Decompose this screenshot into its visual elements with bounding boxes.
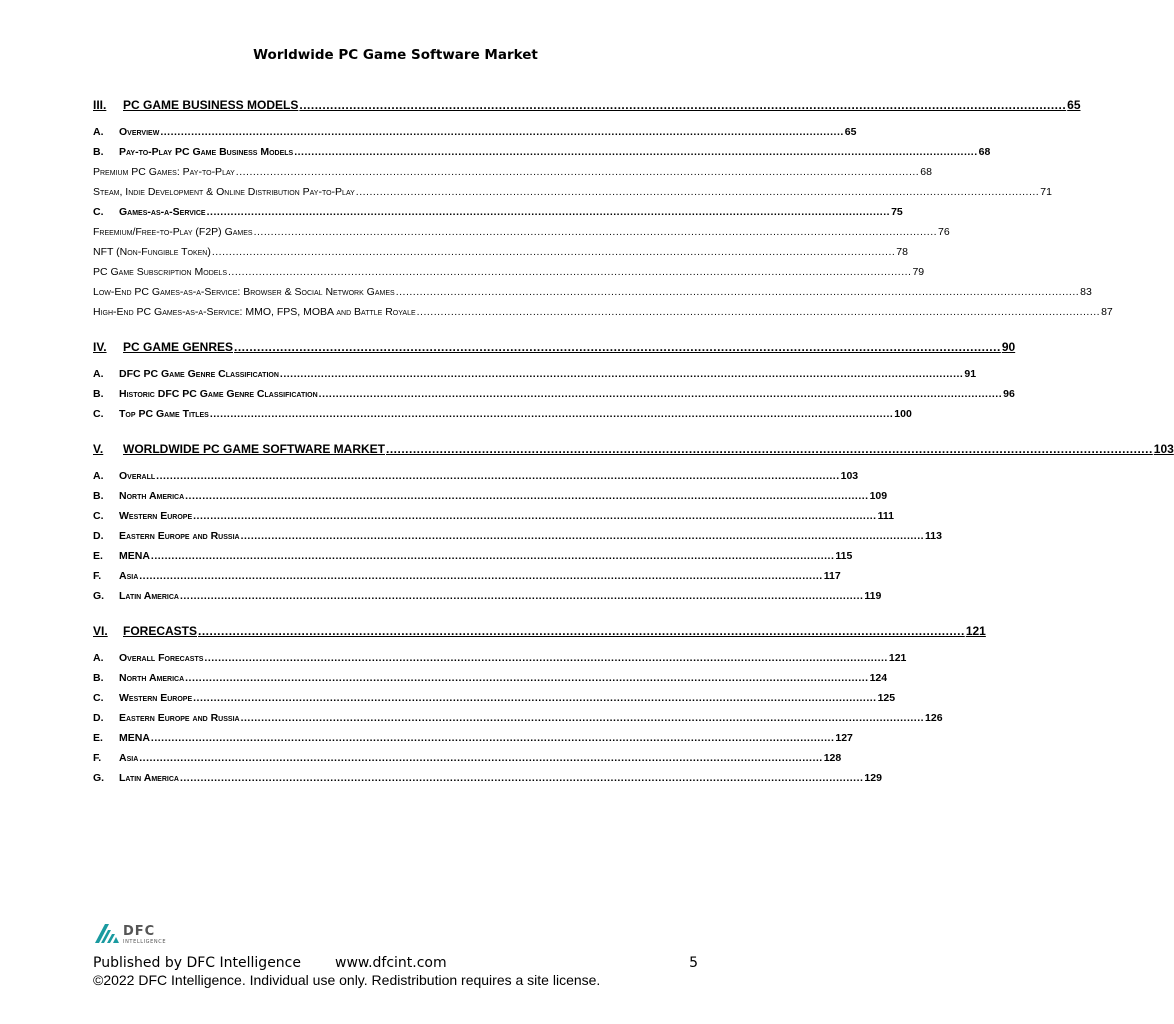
- toc-dot-leader: ........................................................................................................................................................................................................: [211, 246, 896, 258]
- toc-entry-page: 126: [925, 712, 943, 724]
- toc-entry-label-group: [93, 768, 179, 788]
- toc-entry-label-group: [93, 222, 253, 242]
- toc-entry-number: A.: [93, 652, 104, 664]
- toc-entry-label-group: [93, 122, 159, 142]
- toc-entry-label-group: [93, 364, 279, 384]
- toc-entry-page: 65: [844, 126, 857, 138]
- toc-entry-label-group: [93, 94, 298, 116]
- toc-subsection-entry[interactable]: [93, 748, 842, 768]
- toc-entry-page: 68: [978, 146, 991, 158]
- toc-dot-leader: ........................................................................................................................................................................................................: [294, 146, 978, 158]
- toc-entry-number: A.: [93, 368, 104, 380]
- toc-section-entry[interactable]: [93, 620, 986, 642]
- toc-entry-number: V.: [93, 442, 104, 456]
- toc-subsection-entry[interactable]: [93, 526, 942, 546]
- toc-entry-label-group: [93, 620, 197, 642]
- toc-entry-page: 119: [864, 590, 882, 602]
- toc-entry-title: North America: [119, 490, 185, 502]
- toc-dot-leader: ........................................................................................................................................................................................................: [279, 368, 964, 380]
- toc-entry-title: High-End PC Games-as-a-Service: MMO, FPS, MOBA and Battle Royale: [93, 306, 416, 318]
- toc-section-entry[interactable]: [93, 336, 1016, 358]
- toc-entry-label-group: [93, 546, 150, 566]
- toc-dot-leader: ........................................................................................................................................................................................................: [234, 340, 1001, 354]
- toc-entry-label-group: [93, 262, 227, 282]
- toc-entry-label-group: [93, 586, 179, 606]
- toc-dot-leader: ........................................................................................................................................................................................................: [204, 652, 888, 664]
- toc-entry-number: F.: [93, 752, 102, 764]
- toc-entry-label-group: [93, 566, 138, 586]
- toc-entry-page: 71: [1040, 186, 1052, 198]
- toc-dot-leader: ........................................................................................................................................................................................................: [235, 166, 920, 178]
- toc-entry-page: 125: [877, 692, 896, 704]
- toc-entry-number: C.: [93, 692, 104, 704]
- toc-entry-page: 129: [864, 772, 882, 784]
- toc-entry-title: MENA: [119, 732, 150, 744]
- footer-publisher: Published by DFC Intelligence: [93, 955, 301, 971]
- toc-entry-label-group: [93, 668, 184, 688]
- toc-dot-leader: ........................................................................................................................................................................................................: [160, 126, 844, 138]
- toc-entry-label-group: [93, 648, 203, 668]
- toc-entry-number: C.: [93, 206, 104, 218]
- toc-entry-label-group: [93, 688, 192, 708]
- toc-dot-leader: ........................................................................................................................................................................................................: [150, 732, 835, 744]
- toc-dot-leader: ........................................................................................................................................................................................................: [150, 550, 835, 562]
- toc-entry-title: Overview: [119, 126, 160, 138]
- toc-entry-number: E.: [93, 550, 103, 562]
- toc-entry-page: 78: [896, 246, 908, 258]
- toc-dot-leader: ........................................................................................................................................................................................................: [253, 226, 938, 238]
- toc-subsection-entry[interactable]: [93, 586, 882, 606]
- toc-subsection-entry[interactable]: [93, 566, 841, 586]
- toc-entry-title: Overall: [119, 470, 156, 482]
- toc-entry-page: 75: [891, 206, 903, 218]
- toc-entry-page: 90: [1001, 340, 1016, 354]
- toc-entry-title: DFC PC Game Genre Classification: [119, 368, 279, 380]
- toc-dot-leader: ........................................................................................................................................................................................................: [416, 306, 1101, 318]
- toc-entry-title: PC GAME BUSINESS MODELS: [123, 98, 299, 112]
- toc-entry-title: Western Europe: [119, 692, 193, 704]
- toc-entry-page: 115: [835, 550, 853, 562]
- toc-entry-number: B.: [93, 388, 104, 400]
- toc-dot-leader: ........................................................................................................................................................................................................: [179, 772, 864, 784]
- toc-entry-title: Freemium/Free-to-Play (F2P) Games: [93, 226, 253, 238]
- logo-wordmark: DFC: [123, 924, 156, 939]
- toc-entry-number: G.: [93, 590, 105, 602]
- toc-entry-label-group: [93, 162, 235, 182]
- toc-entry-label-group: [93, 242, 211, 262]
- toc-entry-title: Eastern Europe and Russia: [119, 530, 240, 542]
- toc-entry-number: B.: [93, 146, 104, 158]
- toc-dot-leader: ........................................................................................................................................................................................................: [198, 624, 965, 638]
- toc-subsection-entry[interactable]: [93, 768, 882, 788]
- toc-entry-label-group: [93, 728, 150, 748]
- toc-subsection-entry[interactable]: [93, 466, 859, 486]
- toc-entry-title: Premium PC Games: Pay-to-Play: [93, 166, 235, 178]
- toc-entry-title: Eastern Europe and Russia: [119, 712, 240, 724]
- toc-entry-number: IV.: [93, 340, 107, 354]
- toc-dot-leader: ........................................................................................................................................................................................................: [240, 712, 925, 724]
- toc-entry-title: Latin America: [119, 772, 179, 784]
- toc-entry-page: 100: [894, 408, 912, 420]
- toc-topic-entry[interactable]: [93, 262, 925, 282]
- toc-subsection-entry[interactable]: [93, 364, 977, 384]
- toc-subsection-entry[interactable]: [93, 688, 896, 708]
- toc-entry-page: 91: [964, 368, 977, 380]
- toc-entry-number: A.: [93, 470, 104, 482]
- toc-entry-page: 76: [938, 226, 950, 238]
- toc-entry-number: A.: [93, 126, 104, 138]
- toc-subsection-entry[interactable]: [93, 708, 943, 728]
- toc-subsection-entry[interactable]: [93, 404, 912, 424]
- toc-entry-page: 96: [1003, 388, 1015, 400]
- toc-dot-leader: ........................................................................................................................................................................................................: [209, 408, 894, 420]
- toc-entry-number: VI.: [93, 624, 108, 638]
- toc-dot-leader: ........................................................................................................................................................................................................: [355, 186, 1040, 198]
- toc-entry-number: C.: [93, 510, 104, 522]
- toc-topic-entry[interactable]: [93, 182, 1052, 202]
- dfc-logo: [95, 921, 177, 950]
- toc-dot-leader: ........................................................................................................................................................................................................: [206, 206, 891, 218]
- toc-entry-number: F.: [93, 570, 102, 582]
- toc-entry-title: Overall Forecasts: [119, 652, 204, 664]
- toc-entry-label-group: [93, 486, 184, 506]
- toc-entry-title: Steam, Indie Development & Online Distribution Pay-to-Play: [93, 186, 355, 198]
- toc-entry-label-group: [93, 282, 395, 302]
- toc-entry-title: Western Europe: [119, 510, 193, 522]
- toc-entry-number: C.: [93, 408, 104, 420]
- toc-entry-title: Top PC Game Titles: [119, 408, 209, 420]
- toc-subsection-entry[interactable]: [93, 486, 888, 506]
- toc-entry-page: 79: [912, 266, 925, 278]
- toc-dot-leader: ........................................................................................................................................................................................................: [193, 692, 877, 704]
- toc-entry-label-group: [93, 182, 355, 202]
- toc-entry-label-group: [93, 202, 206, 222]
- toc-subsection-entry[interactable]: [93, 384, 1015, 404]
- toc-entry-number: G.: [93, 772, 105, 784]
- toc-subsection-entry[interactable]: [93, 202, 903, 222]
- toc-entry-number: B.: [93, 490, 104, 502]
- toc-topic-entry[interactable]: [93, 282, 1092, 302]
- toc-dot-leader: ........................................................................................................................................................................................................: [193, 510, 877, 522]
- toc-subsection-entry[interactable]: [93, 546, 853, 566]
- toc-entry-page: 121: [888, 652, 907, 664]
- toc-entry-page: 68: [920, 166, 932, 178]
- toc-entry-title: North America: [119, 672, 185, 684]
- toc-entry-page: 111: [877, 510, 894, 522]
- toc-dot-leader: ........................................................................................................................................................................................................: [385, 442, 1153, 456]
- toc-entry-title: Asia: [119, 752, 139, 764]
- toc-entry-page: 124: [869, 672, 888, 684]
- footer-website-link[interactable]: www.dfcint.com: [335, 955, 447, 971]
- toc-entry-page: 113: [925, 530, 942, 542]
- toc-entry-label-group: [93, 466, 155, 486]
- toc-subsection-entry[interactable]: [93, 648, 907, 668]
- toc-dot-leader: ........................................................................................................................................................................................................: [156, 470, 840, 482]
- toc-entry-page: 103: [840, 470, 859, 482]
- toc-entry-title: Games-as-a-Service: [119, 206, 206, 218]
- toc-entry-title: PC GAME GENRES: [123, 340, 234, 354]
- toc-dot-leader: ........................................................................................................................................................................................................: [395, 286, 1080, 298]
- toc-entry-page: 65: [1067, 98, 1081, 112]
- toc-entry-page: 128: [823, 752, 842, 764]
- toc-subsection-entry[interactable]: [93, 142, 991, 162]
- toc-entry-number: D.: [93, 530, 104, 542]
- toc-topic-entry[interactable]: [93, 222, 950, 242]
- toc-entry-page: 127: [835, 732, 853, 744]
- toc-subsection-entry[interactable]: [93, 506, 894, 526]
- toc-entry-label-group: [93, 526, 240, 546]
- toc-topic-entry[interactable]: [93, 162, 932, 182]
- toc-dot-leader: ........................................................................................................................................................................................................: [299, 98, 1067, 112]
- toc-entry-label-group: [93, 384, 318, 404]
- toc-dot-leader: ........................................................................................................................................................................................................: [139, 570, 823, 582]
- toc-section-entry[interactable]: [93, 438, 1174, 460]
- toc-entry-title: Historic DFC PC Game Genre Classification: [119, 388, 318, 400]
- toc-entry-label-group: [93, 142, 293, 162]
- toc-entry-page: 87: [1101, 306, 1113, 318]
- toc-entry-page: 121: [965, 624, 986, 638]
- toc-entry-title: Latin America: [119, 590, 179, 602]
- toc-entry-label-group: [93, 748, 138, 768]
- toc-entry-title: Pay-to-Play PC Game Business Models: [119, 146, 294, 158]
- toc-subsection-entry[interactable]: [93, 668, 888, 688]
- toc-entry-label-group: [93, 336, 233, 358]
- toc-entry-label-group: [93, 404, 209, 424]
- toc-entry-number: III.: [93, 98, 107, 112]
- toc-entry-title: MENA: [119, 550, 150, 562]
- toc-entry-label-group: [93, 708, 240, 728]
- toc-dot-leader: ........................................................................................................................................................................................................: [179, 590, 864, 602]
- toc-subsection-entry[interactable]: [93, 122, 857, 142]
- toc-entry-label-group: [93, 302, 416, 322]
- toc-entry-page: 109: [869, 490, 888, 502]
- dfc-logo-icon: [95, 921, 177, 945]
- toc-entry-title: WORLDWIDE PC GAME SOFTWARE MARKET: [123, 442, 385, 456]
- toc-dot-leader: ........................................................................................................................................................................................................: [185, 490, 869, 502]
- toc-entry-page: 117: [823, 570, 841, 582]
- toc-section-entry[interactable]: [93, 94, 1081, 116]
- toc-dot-leader: ........................................................................................................................................................................................................: [318, 388, 1003, 400]
- toc-topic-entry[interactable]: [93, 242, 908, 262]
- toc-dot-leader: ........................................................................................................................................................................................................: [185, 672, 869, 684]
- toc-entry-label-group: [93, 438, 385, 460]
- toc-entry-number: E.: [93, 732, 103, 744]
- toc-subsection-entry[interactable]: [93, 728, 853, 748]
- footer-copyright: ©2022 DFC Intelligence. Individual use only. Redistribution requires a site license.: [93, 972, 601, 988]
- footer-page-number: 5: [689, 955, 698, 971]
- toc-entry-title: PC Game Subscription Models: [93, 266, 227, 278]
- toc-dot-leader: ........................................................................................................................................................................................................: [139, 752, 823, 764]
- toc-entry-title: FORECASTS: [123, 624, 198, 638]
- table-of-contents: [93, 94, 1174, 788]
- toc-dot-leader: ........................................................................................................................................................................................................: [228, 266, 912, 278]
- toc-entry-page: 103: [1153, 442, 1174, 456]
- toc-entry-number: B.: [93, 672, 104, 684]
- toc-entry-title: NFT (Non-Fungible Token): [93, 246, 211, 258]
- toc-entry-title: Low-End PC Games-as-a-Service: Browser & Social Network Games: [93, 286, 395, 298]
- toc-entry-label-group: [93, 506, 192, 526]
- toc-entry-page: 83: [1080, 286, 1092, 298]
- logo-subtitle: INTELLIGENCE: [123, 939, 167, 945]
- toc-topic-entry[interactable]: [93, 302, 1113, 322]
- page-header-title: Worldwide PC Game Software Market: [253, 47, 538, 63]
- toc-entry-title: Asia: [119, 570, 139, 582]
- toc-dot-leader: ........................................................................................................................................................................................................: [240, 530, 925, 542]
- toc-entry-number: D.: [93, 712, 104, 724]
